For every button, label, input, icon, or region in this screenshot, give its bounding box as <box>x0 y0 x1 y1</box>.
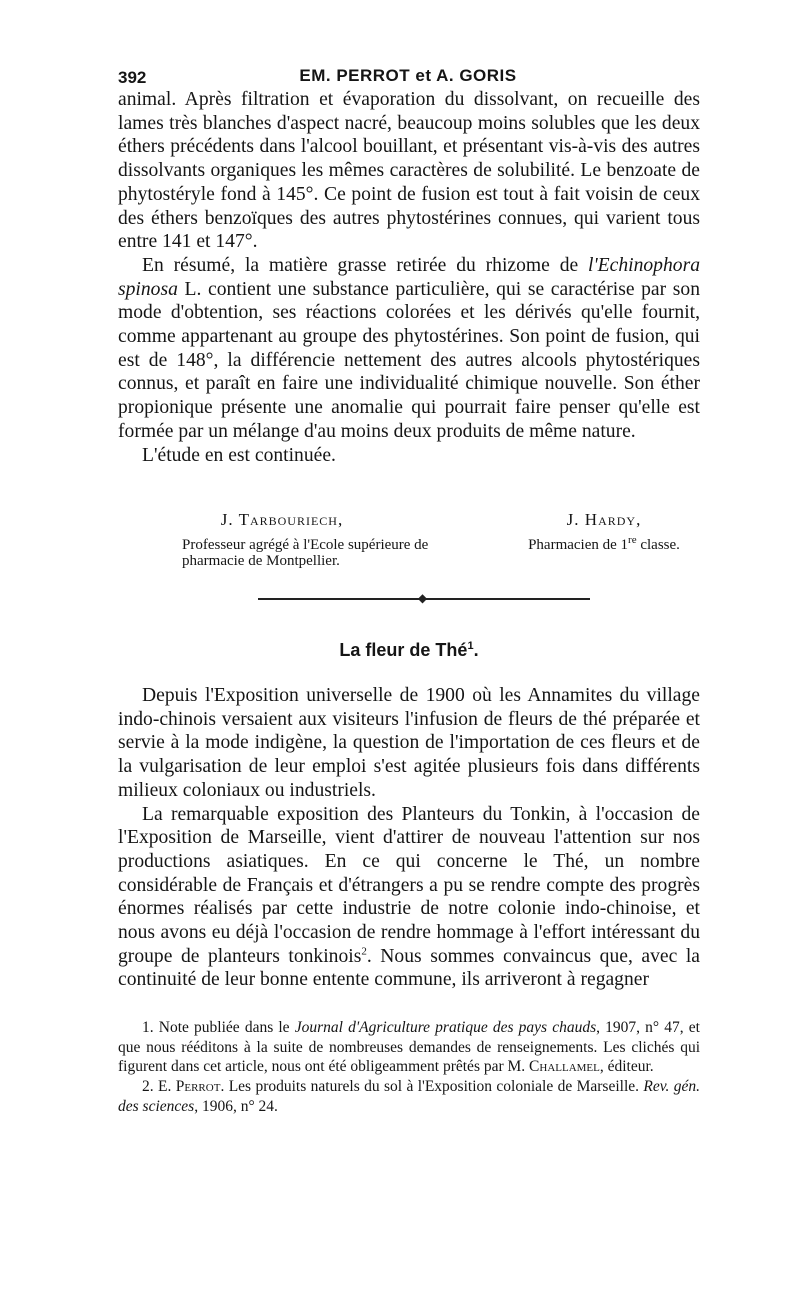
text-run: L. contient une substance particulière, qui se caractérise par son mode d'obtention, ses réactions colorées et les dérivés qu'elle fournit, comme appartenant au groupe des phytostérines. Son point de fusion, qui est de 148°, la différencie nettement des autres alcools phytostériques connus, et paraît en faire une individualité chimique nouvelle. Son éther propionique présente une anomalie qui pourrait faire penser qu'elle est formée par un mélange d'au moins deux produits de même nature. <box>118 278 700 442</box>
section-separator <box>258 592 590 606</box>
paragraph: L'étude en est continuée. <box>142 444 336 466</box>
text-run: , 1907, n° 47, et que nous rééditons à la suite de nombreuses demandes de renseignements. Les clichés qui figurent dans cet article, nous ont été obligeamment prêtés par M. <box>118 1019 700 1076</box>
signature-right <box>508 512 700 553</box>
paragraph <box>118 803 700 993</box>
author-role: Professeur agrégé à l'Ecole supérieure de pharmacie de Montpellier. <box>182 537 429 569</box>
article-continuation <box>118 88 700 467</box>
signature-left <box>182 512 452 569</box>
journal-title: Rev. gén. des sciences <box>118 1078 700 1115</box>
author-role <box>508 534 700 553</box>
species-name: l'Echinophora spinosa <box>118 254 700 300</box>
paragraph <box>118 254 700 444</box>
diamond-icon: ◆ <box>417 591 428 605</box>
text-run: En résumé, la matière grasse retirée du rhizome de <box>142 254 589 276</box>
text-run: La remarquable exposition des Planteurs du Tonkin, à l'occasion de l'Exposition de Marseille, vient d'attirer de nouveau l'attention sur nos productions asiatiques. En ce qui concerne le Thé, un nombre considérable de Français et d'étrangers a pu se rendre compte des progrès énormes réalisés par cette industrie de notre colonie indo-chinoise, et nous avons eu déjà l'occasion de rendre hommage à l'effort intéressant du groupe de planteurs tonkinois <box>118 803 700 967</box>
text-run: , éditeur. <box>599 1058 654 1076</box>
text-run: Pharmacien de 1 <box>528 537 629 553</box>
footnote-marker: 2 <box>361 945 367 958</box>
article-body <box>118 684 700 992</box>
author-signatures <box>118 512 700 572</box>
name-smallcaps: Challamel <box>529 1058 600 1076</box>
journal-title: Journal d'Agriculture pratique des pays chauds <box>294 1019 597 1036</box>
section-title <box>118 640 700 661</box>
footnote-2 <box>118 1077 700 1116</box>
footnote-1 <box>118 1018 700 1077</box>
name-smallcaps: Perrot <box>175 1078 221 1096</box>
text-run: 2. E. <box>142 1078 176 1096</box>
text-run: 1. Note publiée dans le <box>142 1019 295 1036</box>
text-run: , 1906, n° 24. <box>194 1097 278 1115</box>
paragraph: Depuis l'Exposition universelle de 1900 où les Annamites du village indo-chinois versaient aux visiteurs l'infusion de fleurs de thé préparée et servie à la mode indigène, la question de l'importation de ces fleurs et de la vulgarisation de leur emploi s'est agitée plusieurs fois dans différents milieux coloniaux ou industriels. <box>118 685 700 801</box>
text-run: . Les produits naturels du sol à l'Exposition coloniale de Marseille. <box>220 1078 644 1096</box>
footnote-marker: 1 <box>467 640 474 652</box>
author-name: J. Tarbouriech, <box>220 510 344 529</box>
paragraph: animal. Après filtration et évaporation du dissolvant, on recueille des lames très blanches d'aspect nacré, beaucoup moins solubles que les deux éthers précédents dans l'alcool bouillant, et présentant vis-à-vis des autres dissolvants organiques les mêmes caractères de solubilité. Le benzoate de phytostéryle fond à 145°. Ce point de fusion est tout à fait voisin de ceux des éthers benzoïques des autres phytostérines connues, qui varient tous entre 141 et 147°. <box>118 89 700 253</box>
text-run: classe. <box>636 537 680 553</box>
footnotes <box>118 1018 700 1117</box>
title-text: La fleur de Thé <box>339 640 468 660</box>
superscript: re <box>628 534 637 546</box>
running-title: EM. PERROT et A. GORIS <box>299 66 517 85</box>
title-end: . <box>473 640 479 660</box>
author-name: J. Hardy, <box>566 510 642 529</box>
page-number: 392 <box>118 68 147 87</box>
text-run: . Nous sommes convaincus que, avec la continuité de leur bonne entente commune, ils arriveront à regagner <box>118 945 700 991</box>
